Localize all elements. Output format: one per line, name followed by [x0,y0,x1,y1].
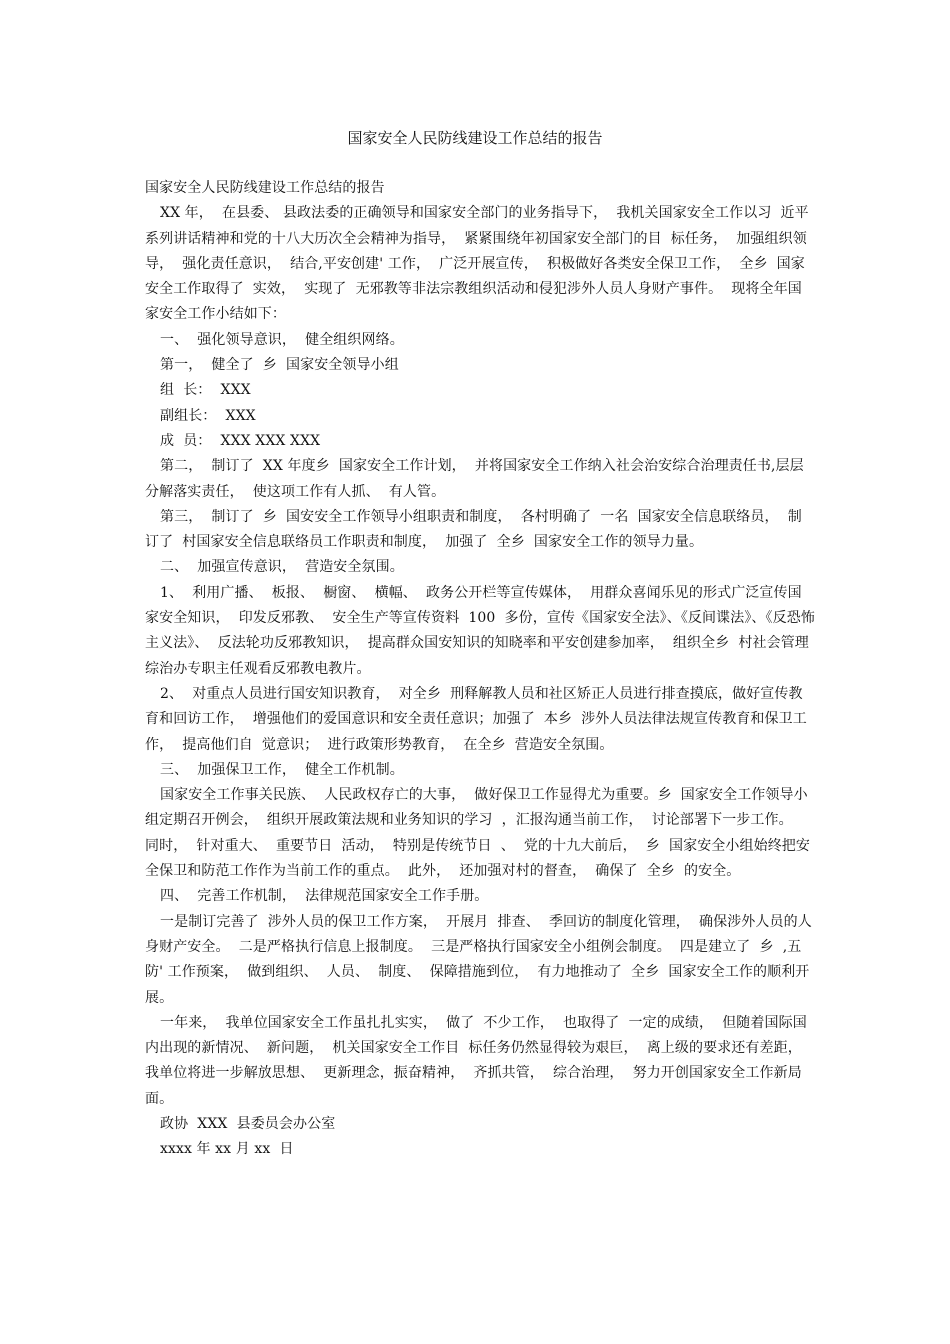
paragraph-item: 第一， 健全了 乡 国家安全领导小组 [160,357,399,374]
section-heading-4: 四、 完善工作机制， 法律规范国家安全工作手册。 [160,888,489,905]
paragraph-item: 第二， 制订了 XX 年度乡 国家安全工作计划， 并将国家安全工作纳入社会治安综合治理责任书,层层分解落实责任， 使这项工作有人抓、 有人管。 [145,458,804,500]
signature-date: xxxx 年 xx 月 xx 日 [160,1141,294,1158]
section-heading-1: 一、 强化领导意识， 健全组织网络。 [160,331,404,348]
paragraph-item: 国家安全工作事关民族、 人民政权存亡的大事， 做好保卫工作显得尤为重要。乡 国家安全工作领导小组定期召开例会， 组织开展政策法规和业务知识的学习 ，汇报沟通当前工作， 讨论部署下一步工作。 同时， 针对重大、 重要节日 活动， 特别是传统节日 、 党的十九大前后， 乡 国家安全小组始终把安全保卫和防范工作作为当前工作的重点。 此外， 还加强对村的督查， 确保了 全乡 的安全。 [145,787,810,880]
signature-organization: 政协 XXX 县委员会办公室 [160,1115,336,1132]
section-heading-2: 二、 加强宣传意识， 营造安全氛围。 [160,559,404,576]
paragraph-item: 成 员： XXX XXX XXX [160,432,321,449]
paragraph-item: 组 长： XXX [160,382,251,399]
document-body [145,176,815,1163]
paragraph-item: 2、 对重点人员进行国安知识教育， 对全乡 刑释解教人员和社区矫正人员进行排查摸底，做好宣传教育和回访工作， 增强他们的爱国意识和安全责任意识；加强了 本乡 涉外人员法律法规宣传教育和保卫工作， 提高他们自 觉意识； 进行政策形势教育， 在全乡 营造安全氛围。 [145,685,807,753]
paragraph-item: 副组长： XXX [160,407,256,424]
document-subtitle: 国家安全人民防线建设工作总结的报告 [145,180,385,196]
paragraph-intro: XX 年， 在县委、 县政法委的正确领导和国家安全部门的业务指导下， 我机关国家安全工作以习 近平系列讲话精神和党的十八大历次全会精神为指导， 紧紧围绕年初国家安全部门的目 标任务， 加强组织领导， 强化责任意识， 结合,平安创建' 工作， 广泛开展宣传， 积极做好各类安全保卫工作， 全乡 国家安全工作取得了 实效， 实现了 无邪教等非法宗教组织活动和侵犯涉外人员人身财产事件。 现将全年国家安全工作小结如下： [145,205,809,323]
section-heading-3: 三、 加强保卫工作， 健全工作机制。 [160,761,404,778]
paragraph-item: 一是制订完善了 涉外人员的保卫工作方案， 开展月 排查、 季回访的制度化管理， 确保涉外人员的人身财产安全。 二是严格执行信息上报制度。 三是严格执行国家安全小组例会制度。 四是建立了 乡 ,五防' 工作预案， 做到组织、 人员、 制度、 保障措施到位， 有力地推动了 全乡 国家安全工作的顺利开展。 [145,913,812,1006]
paragraph-item: 第三， 制订了 乡 国安安全工作领导小组职责和制度， 各村明确了 一名 国家安全信息联络员， 制订了 村国家安全信息联络员工作职责和制度， 加强了 全乡 国家安全工作的领导力量。 [145,508,802,551]
page-title: 国家安全人民防线建设工作总结的报告 [347,129,603,147]
paragraph-item: 1、 利用广播、 板报、 橱窗、 横幅、 政务公开栏等宣传媒体， 用群众喜闻乐见的形式广泛宣传国家安全知识， 印发反邪教、 安全生产等宣传资料 100 多份，宣传《国家安全法》、《反间谍法》、《反恐怖主义法》、 反法轮功反邪教知识， 提高群众国安知识的知晓率和平安创建参加率， 组织全乡 村社会管理综治办专职主任观看反邪教电教片。 [145,584,815,677]
paragraph-conclusion: 一年来， 我单位国家安全工作虽扎扎实实， 做了 不少工作， 也取得了 一定的成绩， 但随着国际国内出现的新情况、 新问题， 机关国家安全工作目 标任务仍然显得较为艰巨， 离上级的要求还有差距， 我单位将进一步解放思想、 更新理念，振奋精神， 齐抓共管， 综合治理， 努力开创国家安全工作新局面。 [145,1014,811,1107]
